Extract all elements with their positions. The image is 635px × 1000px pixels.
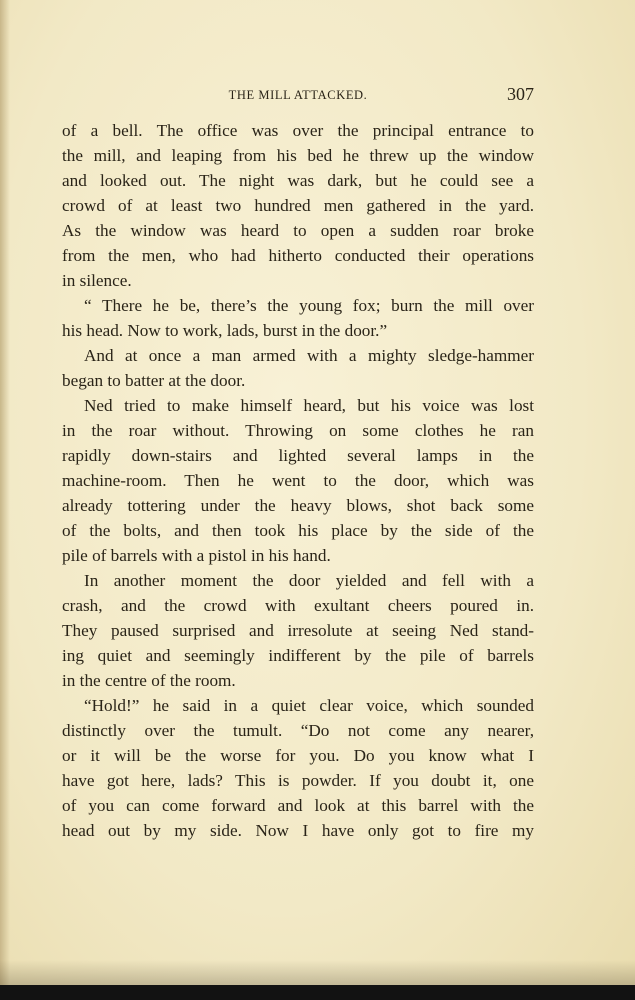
text-line: the mill, and leaping from his bed he threw up the window xyxy=(62,146,534,165)
text-line: in silence. xyxy=(62,271,132,290)
text-line: distinctly over the tumult. “Do not come any nearer, xyxy=(62,721,534,740)
page-bottom-shade xyxy=(0,960,635,985)
page-left-edge xyxy=(0,0,10,1000)
text-line: of the bolts, and then took his place by the side of the xyxy=(62,521,534,540)
text-line: or it will be the worse for you. Do you know what I xyxy=(62,746,534,765)
text-line: crowd of at least two hundred men gathered in the yard. xyxy=(62,196,534,215)
text-line: head out by my side. Now I have only got to fire my xyxy=(62,821,534,840)
text-line: from the men, who had hitherto conducted their operations xyxy=(62,246,534,265)
text-line: in the centre of the room. xyxy=(62,671,236,690)
text-line: machine-room. Then he went to the door, which was xyxy=(62,471,534,490)
text-line: pile of barrels with a pistol in his hand. xyxy=(62,546,331,565)
text-line: “ There he be, there’s the young fox; burn the mill over xyxy=(84,296,534,315)
text-line: As the window was heard to open a sudden roar broke xyxy=(62,221,534,240)
text-line: rapidly down-stairs and lighted several lamps in the xyxy=(62,446,534,465)
running-head: THE MILL ATTACKED. xyxy=(228,88,368,102)
page-header xyxy=(62,84,534,108)
text-line: crash, and the crowd with exultant cheers poured in. xyxy=(62,596,534,615)
text-line: And at once a man armed with a mighty sledge-hammer xyxy=(84,346,534,365)
text-line: “Hold!” he said in a quiet clear voice, which sounded xyxy=(84,696,534,715)
text-line: have got here, lads? This is powder. If you doubt it, one xyxy=(62,771,534,790)
text-line: of you can come forward and look at this barrel with the xyxy=(62,796,534,815)
text-line: already tottering under the heavy blows, shot back some xyxy=(62,496,534,515)
page-number: 307 xyxy=(507,84,534,104)
text-line: in the roar without. Throwing on some clothes he ran xyxy=(62,421,534,440)
text-line: In another moment the door yielded and fell with a xyxy=(84,571,534,590)
text-line: They paused surprised and irresolute at seeing Ned stand- xyxy=(62,621,534,640)
text-line: his head. Now to work, lads, burst in the door.” xyxy=(62,321,388,340)
text-line: of a bell. The office was over the principal entrance to xyxy=(62,121,534,140)
text-line: ing quiet and seemingly indifferent by the pile of barrels xyxy=(62,646,534,665)
text-line: Ned tried to make himself heard, but his voice was lost xyxy=(84,396,534,415)
scan-bottom-border xyxy=(0,985,635,1000)
text-line: began to batter at the door. xyxy=(62,371,246,390)
text-line: and looked out. The night was dark, but he could see a xyxy=(62,171,534,190)
body-text xyxy=(62,118,534,843)
